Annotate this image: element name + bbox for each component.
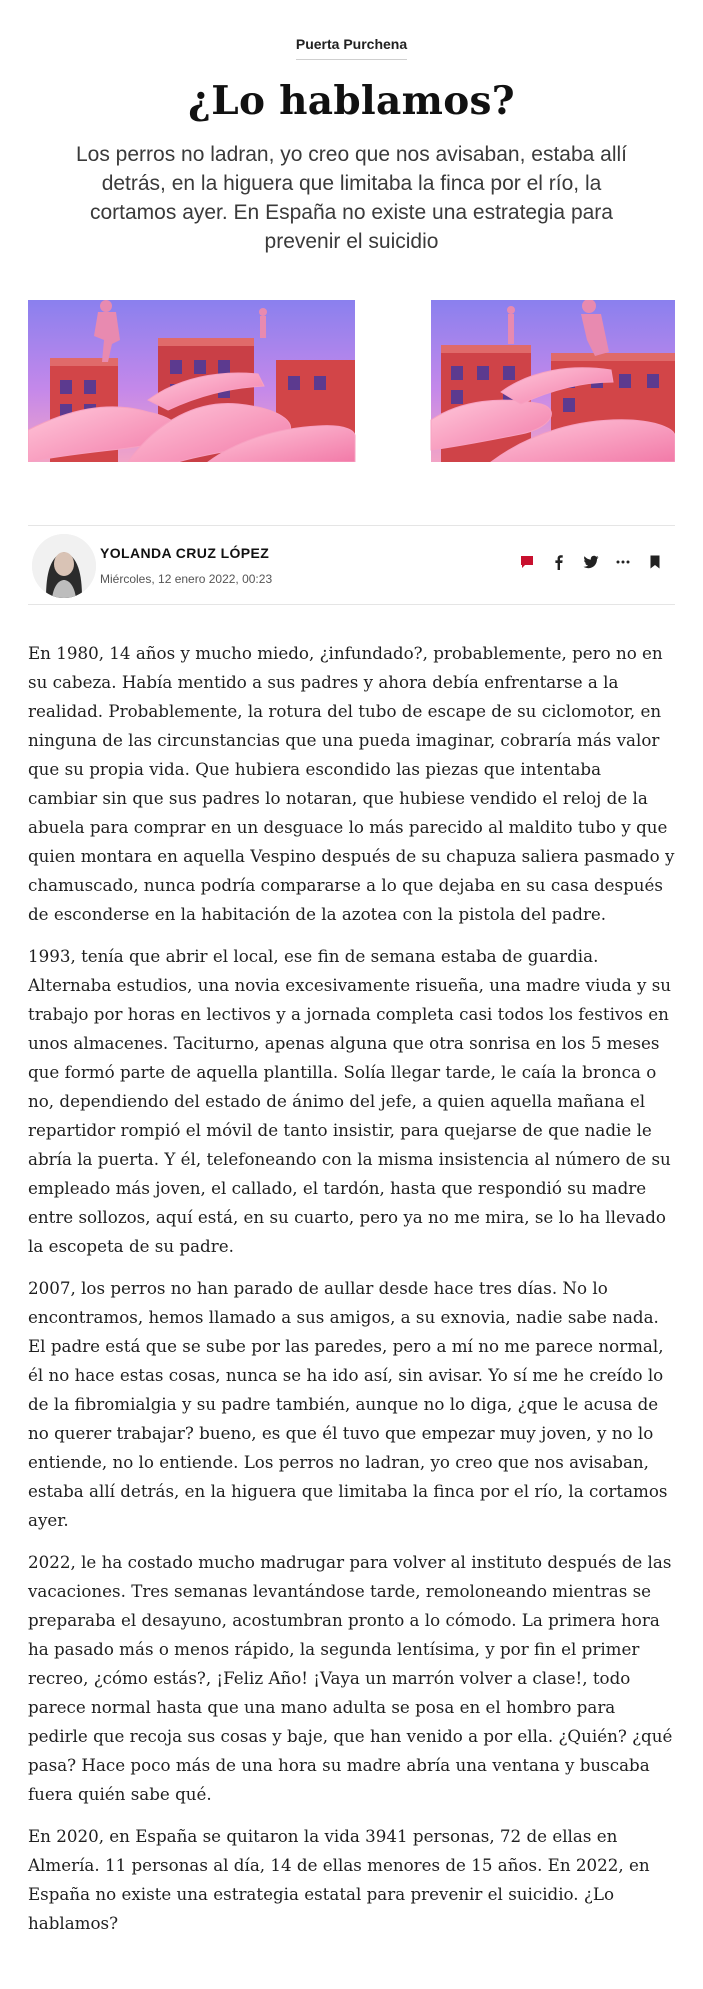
article-subheadline: Los perros no ladran, yo creo que nos avisaban, estaba allí detrás, en la higuera que limitaba la finca por el río, la cortamos ayer. En España no existe una estrategia para prevenir el suicidio — [75, 143, 627, 253]
author-name[interactable]: YOLANDA CRUZ LÓPEZ — [100, 545, 270, 561]
byline — [28, 525, 675, 605]
publish-date: Miércoles, 12 enero 2022, 00:23 — [100, 572, 273, 586]
share-toolbar — [513, 548, 669, 576]
more-icon[interactable] — [609, 548, 637, 576]
article-paragraph: 2022, le ha costado mucho madrugar para volver al instituto después de las vacaciones. Tres semanas levantándose tarde, remoloneando mientras se preparaba el desayuno, acostumbran pronto a lo cómodo. La primera hora ha pasado más o menos rápido, la segunda lentísima, y por fin el primer recreo, ¿cómo estás?, ¡Feliz Año! ¡Vaya un marrón volver a clase!, todo parece normal hasta que una mano adulta se posa en el hombro para pedirle que recoja sus cosas y baje, que han venido a por ella. ¿Quién? ¿qué pasa? Hace poco más de una hora su madre abría una ventana y buscaba fuera quién sabe qué. — [28, 1552, 673, 1804]
bookmark-icon[interactable] — [641, 548, 669, 576]
section-kicker[interactable]: Puerta Purchena — [296, 36, 407, 60]
article-paragraph: 1993, tenía que abrir el local, ese fin de semana estaba de guardia. Alternaba estudios, una novia excesivamente risueña, una madre viuda y su trabajo por horas en lectivos y a jornada completa casi todos los festivos en unos almacenes. Taciturno, apenas alguna que otra sonrisa en los 5 meses que formó parte de aquella plantilla. Solía llegar tarde, le caía la bronca o no, dependiendo del estado de ánimo del jefe, a quien aquella mañana el repartidor rompió el móvil de tanto insistir, para quejarse de que nadie le abría la puerta. Y él, telefoneando con la misma insistencia al número de su empleado más joven, el callado, el tardón, hasta que respondió su madre entre sollozos, aquí está, en su cuarto, pero ya no me mira, se lo ha llevado la escopeta de su padre. — [28, 946, 672, 1256]
twitter-icon[interactable] — [577, 548, 605, 576]
article-paragraph: En 1980, 14 años y mucho miedo, ¿infundado?, probablemente, pero no en su cabeza. Había mentido a sus padres y ahora debía enfrentarse a la realidad. Probablemente, la rotura del tubo de escape de su ciclomotor, en ninguna de las circunstancias que una pueda imaginar, cobraría más valor que su propia vida. Que hubiera escondido las piezas que intentaba cambiar sin que sus padres lo notaran, que hubiese vendido el reloj de la abuela para comprar en un desguace lo más parecido al maldito tubo y que quien montara en aquella Vespino después de su chapuza saliera pasmado y chamuscado, nunca podría compararse a lo que dejaba en su casa después de esconderse en la habitación de la azotea con la pistola del padre. — [28, 643, 675, 924]
illustration-panel-left — [28, 300, 355, 462]
author-avatar[interactable] — [32, 534, 96, 598]
article-paragraph: En 2020, en España se quitaron la vida 3941 personas, 72 de ellas en Almería. 11 personas al día, 14 de ellas menores de 15 años. En 2022, en España no existe una estrategia estatal para prevenir el suicidio. ¿Lo hablamos? — [28, 1826, 650, 1933]
article-headline: ¿Lo hablamos? — [188, 78, 515, 124]
facebook-icon[interactable] — [545, 548, 573, 576]
hero-illustration — [28, 300, 675, 462]
article-paragraph: 2007, los perros no han parado de aullar desde hace tres días. No lo encontramos, hemos llamado a sus amigos, a su exnovia, nadie sabe nada. El padre está que se sube por las paredes, pero a mí no me parece normal, él no hace estas cosas, nunca se ha ido así, sin avisar. Yo sí me he creído lo de la fibromialgia y su padre también, aunque no lo diga, ¿que le acusa de no querer trabajar? bueno, es que él tuvo que empezar muy joven, y no lo entiende, no lo entiende. Los perros no ladran, yo creo que nos avisaban, estaba allí detrás, en la higuera que limitaba la finca por el río, la cortamos ayer. — [28, 1278, 668, 1530]
illustration-panel-right — [431, 300, 675, 462]
article-body — [28, 639, 675, 1951]
comment-icon[interactable] — [513, 548, 541, 576]
